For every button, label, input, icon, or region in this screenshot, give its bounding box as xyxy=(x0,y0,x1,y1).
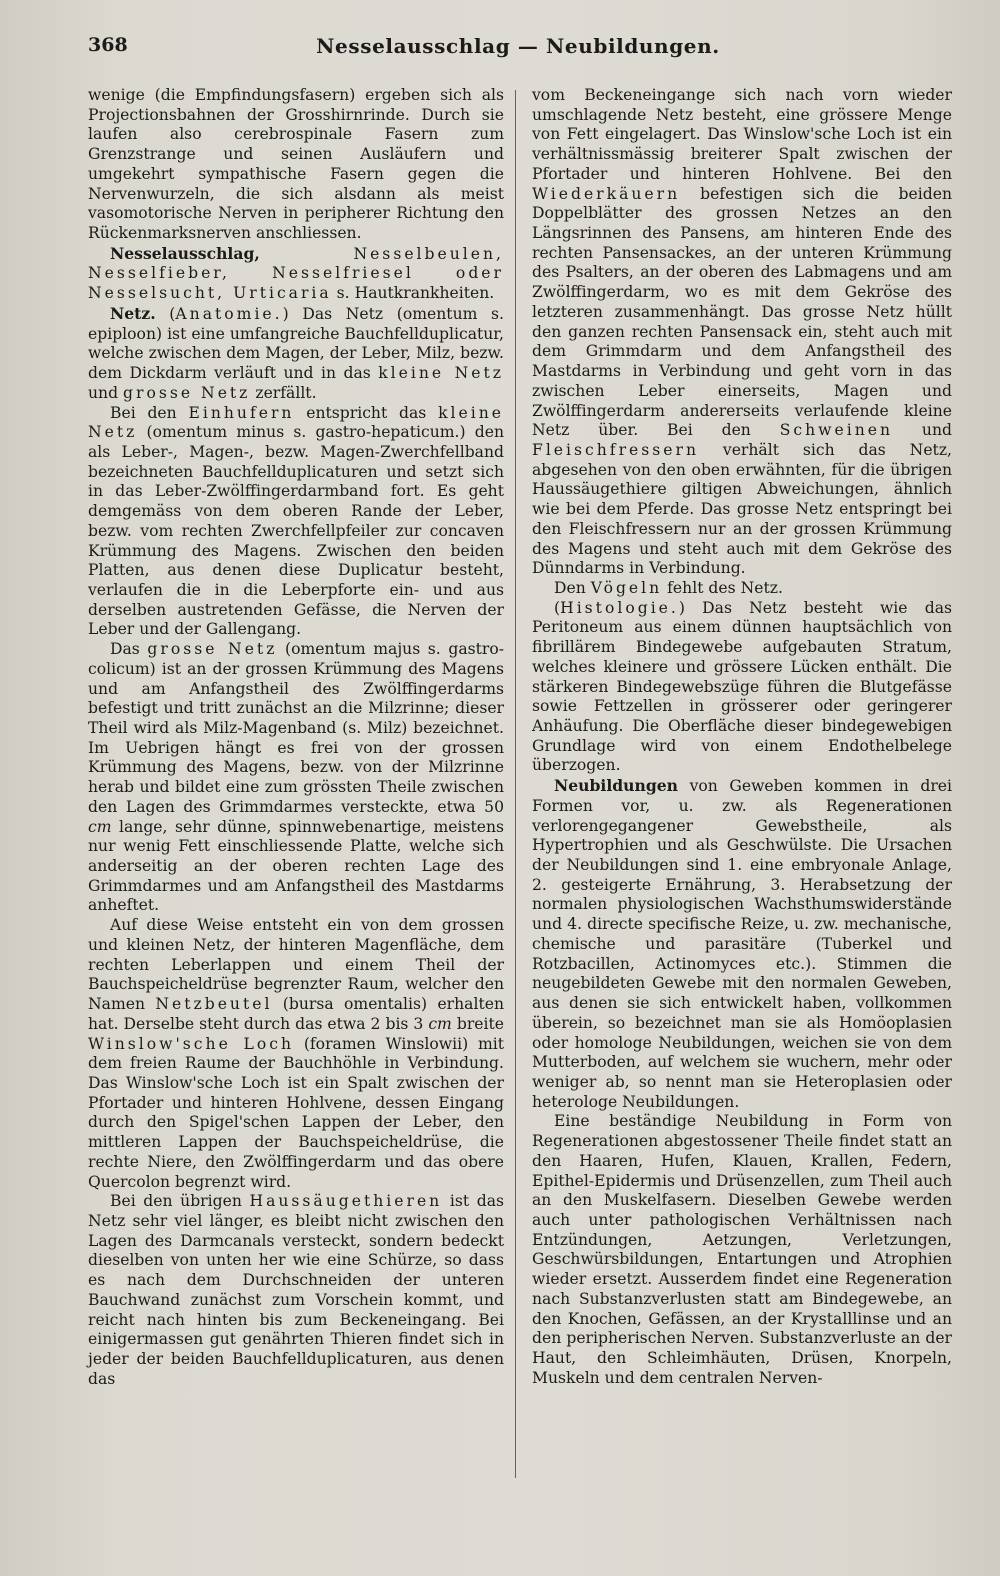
paragraph-projectionsbahnen: wenige (die Empfindungsfasern) ergeben sich als Projectionsbahnen der Grosshirnrinde. Durch sie laufen also cerebrospinale Fasern zum Grenzstrange und seinen Ausläufern und umgekehrt sympathische Fasern gegen die Nervenwurzeln, die sich alsdann als meist vasomotorische Nerven in peripherer Richtung den Rückenmarksnerven anschliessen. xyxy=(88,86,504,243)
paragraph-netzbeutel: Auf diese Weise entsteht ein von dem grossen und kleinen Netz, der hinteren Magenfläche, dem rechten Leberlappen und einem Theil der Bauchspeicheldrüse begrenzter Raum, welcher den Namen Netzbeutel (bursa omentalis) erhalten hat. Derselbe steht durch das etwa 2 bis 3 cm breite Winslow'sche Loch (foramen Winslowii) mit dem freien Raume der Bauchhöhle in Verbindung. Das Winslow'sche Loch ist ein Spalt zwischen der Pfortader und hinteren Hohlvene, dessen Eingang durch den Spigel'schen Lappen der Leber, den mittleren Lappen der Bauchspeicheldrüse, die rechte Niere, den Zwölffingerdarm und das obere Quercolon begrenzt wird. xyxy=(88,916,504,1191)
headword-neubildungen: Neubildungen xyxy=(554,776,679,796)
paragraph-histologie: (Histologie.) Das Netz besteht wie das Peritoneum aus einem dünnen hauptsächlich von fibrillärem Bindegewebe aufgebauten Stratum, welches kleinere und grössere Lücken enthält. Die stärkeren Bindegewebszüge führen die Blutgefässe sowie Fettzellen in grösserer oder geringerer Anhäufung. Die Oberfläche dieser bindegewebigen Grundlage wird von einem Endothelbelege überzogen. xyxy=(532,598,952,775)
entry-netz: Netz. (Anatomie.) Das Netz (omentum s. epiploon) ist eine umfangreiche Bauchfellduplicatur, welche zwischen dem Magen, der Leber, Milz, bezw. dem Dickdarm verläuft und in das kleine Netz und grosse Netz zerfällt. xyxy=(88,303,505,402)
paragraph-wiederkaeuer: vom Beckeneingange sich nach vorn wieder umschlagende Netz besteht, eine grössere Menge von Fett eingelagert. Das Winslow'sche Loch ist ein verhältnissmässig breiterer Spalt zwischen der Pfortader und hinteren Hohlvene. Bei den Wiederkäuern befestigen sich die beiden Doppelblätter des grossen Netzes an den Längsrinnen des Pansens, am hinteren Ende des rechten Pansensackes, an der unteren Krümmung des Psalters, an der oberen des Labmagens und am Zwölffingerdarm, wo es mit dem Gekröse des letzteren zusammenhängt. Das grosse Netz hüllt den ganzen rechten Pansensack ein, steht auch mit dem Grimmdarm und dem Anfangstheil des Mastdarms in Verbindung und geht vorn in das zwischen Leber einerseits, Magen und Zwölffingerdarm andererseits verlaufende kleine Netz über. Bei den Schweinen und Fleischfressern verhält sich das Netz, abgesehen von den oben erwähnten, für die übrigen Haussäugethiere giltigen Abweichungen, ähnlich wie bei dem Pferde. Das grosse Netz entspringt bei den Fleischfressern nur an der grossen Krümmung des Magens und steht auch mit dem Gekröse des Dünndarms in Verbindung. xyxy=(532,86,953,578)
headword-nesselausschlag: Nesselausschlag, xyxy=(110,243,260,263)
paragraph-kleines-netz: Bei den Einhufern entspricht das kleine Netz (omentum minus s. gastro-hepaticum.) den als Leber-, Magen-, bezw. Magen-Zwerchfellband bezeichneten Bauchfellduplicaturen und setzt sich in das Leber-Zwölffingerdarmband fort. Es geht demgemäss von dem oberen Rande der Leber, bezw. vom rechten Zwerchfellpfeiler zur concaven Krümmung des Magens. Zwischen den beiden Platten, aus denen diese Duplicatur besteht, verlaufen die in die Leberpforte ein- und aus derselben austretenden Gefässe, die Nerven der Leber und der Gallengang. xyxy=(88,403,504,639)
headword-netz: Netz. xyxy=(110,303,156,323)
column-divider xyxy=(515,90,516,1478)
paragraph-grosses-netz: Das grosse Netz (omentum majus s. gastro-colicum) ist an der grossen Krümmung des Magens und am Anfangstheil des Zwölffingerdarms befestigt und tritt zunächst an die Milzrinne; dieser Theil wird als Milz-Magenband (s. Milz) bezeichnet. Im Uebrigen hängt es frei von der grossen Krümmung des Magens, bezw. von der Milzrinne herab und bildet eine zum grössten Theile zwischen den Lagen des Grimmdarmes versteckte, etwa 50 cm lange, sehr dünne, spinnwebenartige, meistens nur wenig Fett einschliessende Platte, welche sich anderseitig an der oberen rechten Lage des Grimmdarmes und am Anfangstheil des Mastdarms anheftet. xyxy=(88,640,504,915)
page-header xyxy=(88,32,948,72)
paragraph-voegel: Den Vögeln fehlt des Netz. xyxy=(554,578,783,597)
entry-neubildungen: Neubildungen von Geweben kommen in drei Formen vor, u. zw. als Regenerationen verlorengegangener Gewebstheile, als Hypertrophien und als Geschwülste. Die Ursachen der Neubildungen sind 1. eine embryonale Anlage, 2. gesteigerte Ernährung, 3. Herabsetzung der normalen physiologischen Wachsthumswiderstände und 4. directe specifische Reize, u. zw. mechanische, chemische und parasitäre (Tuberkel und Rotzbacillen, Actinomyces etc.). Stimmen die neugebildeten Gewebe mit den normalen Geweben, aus denen sie sich entwickelt haben, vollkommen überein, so bezeichnet man sie als Homöoplasien oder homologe Neubildungen, weichen sie von dem Mutterboden, auf welchem sie wuchern, mehr oder weniger ab, so nennt man sie Heteroplasien oder heterologe Neubildungen. xyxy=(532,776,952,1111)
page-number: 368 xyxy=(88,34,128,56)
entry-nesselausschlag: Nesselausschlag, Nesselbeulen, Nesselfieber, Nesselfriesel oder Nesselsucht, Urticaria s. Hautkrankheiten. xyxy=(88,243,504,303)
right-column xyxy=(532,86,952,1388)
paragraph-regeneration: Eine beständige Neubildung in Form von Regenerationen abgestossener Theile findet statt an den Haaren, Hufen, Klauen, Krallen, Federn, Epithel-Epidermis und Drüsenzellen, zum Theil auch an den Muskelfasern. Dieselben Gewebe werden auch unter pathologischen Verhältnissen nach Entzündungen, Aetzungen, Verletzungen, Geschwürsbildungen, Entartungen und Atrophien wieder ersetzt. Ausserdem findet eine Regeneration nach Substanzverlusten statt am Bindegewebe, an den Knochen, Gefässen, an der Krystalllinse und an den peripherischen Nerven. Substanzverluste an der Haut, den Schleimhäuten, Drüsen, Knorpeln, Muskeln und dem centralen Nerven- xyxy=(532,1112,952,1387)
left-column xyxy=(88,86,504,1389)
running-title: Nesselausschlag — Neubildungen. xyxy=(316,34,720,58)
paragraph-haussaeugethiere: Bei den übrigen Haussäugethieren ist das Netz sehr viel länger, es bleibt nicht zwischen den Lagen des Darmcanals versteckt, sondern bedeckt dieselben von unten her wie eine Schürze, so dass es nach dem Durchschneiden der unteren Bauchwand zunächst zum Vorschein kommt, und reicht nach hinten bis zum Beckeneingang. Bei einigermassen gut genährten Thieren findet sich in jeder der beiden Bauchfellduplicaturen, aus denen das xyxy=(88,1192,504,1388)
